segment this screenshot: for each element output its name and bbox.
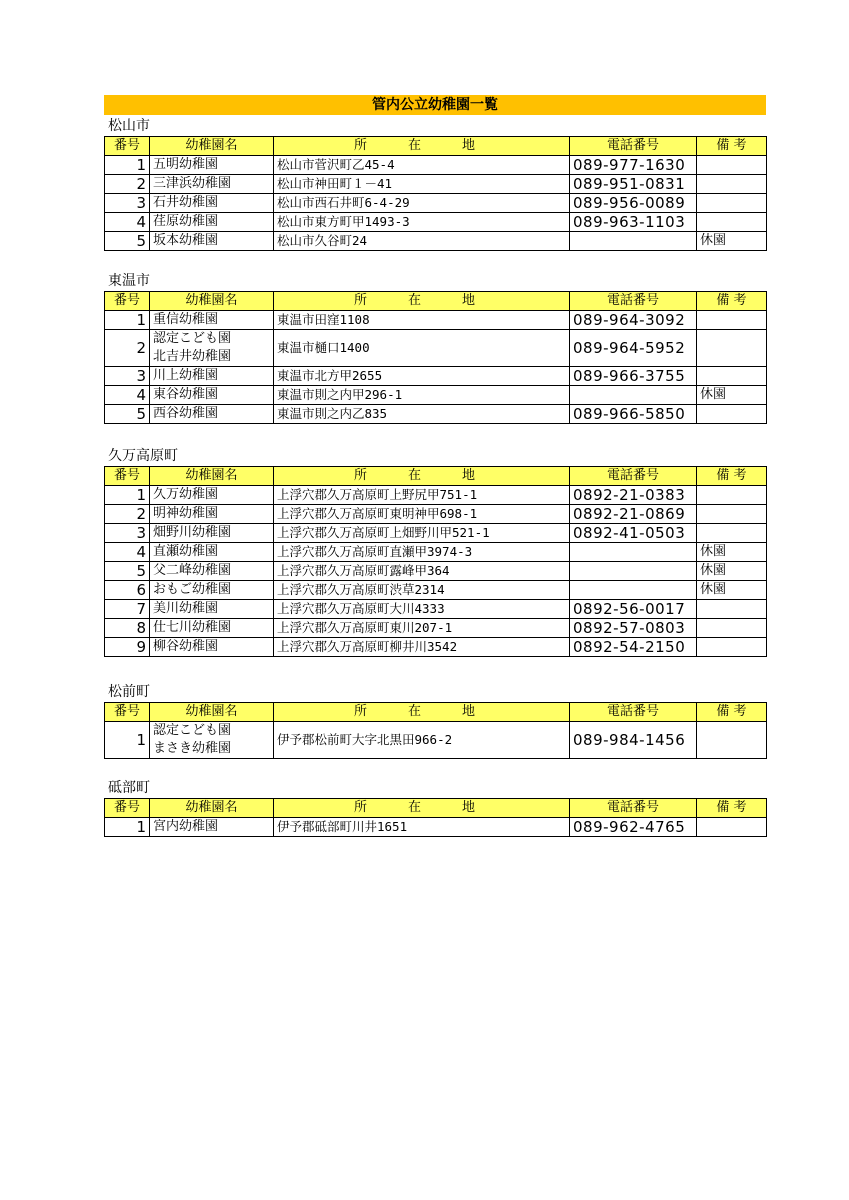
- tel-cell: 0892-21-0383: [570, 486, 697, 505]
- note-cell: 休園: [697, 386, 767, 405]
- row-number: 2: [105, 330, 150, 367]
- row-number: 1: [105, 156, 150, 175]
- table-row: [105, 562, 767, 581]
- address-cell: 上浮穴郡久万高原町直瀬甲3974-3: [274, 543, 570, 562]
- table-row: [105, 543, 767, 562]
- table-row: [105, 505, 767, 524]
- tel-cell: [570, 581, 697, 600]
- row-number: 3: [105, 524, 150, 543]
- name-line: 重信幼稚園: [153, 312, 219, 327]
- name-line: 宮内幼稚園: [153, 819, 219, 834]
- tel-cell: [570, 232, 697, 251]
- address-cell: 上浮穴郡久万高原町露峰甲364: [274, 562, 570, 581]
- note-cell: [697, 524, 767, 543]
- header-number: 番号: [105, 703, 150, 722]
- table-row: [105, 386, 767, 405]
- name-line: 三津浜幼稚園: [153, 176, 232, 191]
- row-number: 4: [105, 543, 150, 562]
- note-cell: [697, 311, 767, 330]
- address-cell: 上浮穴郡久万高原町上畑野川甲521-1: [274, 524, 570, 543]
- kindergarten-name: [150, 486, 274, 505]
- kindergarten-name: [150, 722, 274, 759]
- note-cell: [697, 619, 767, 638]
- note-cell: [697, 156, 767, 175]
- address-cell: 東温市田窪1108: [274, 311, 570, 330]
- table-row: [105, 213, 767, 232]
- table-row: [105, 367, 767, 386]
- row-number: 3: [105, 367, 150, 386]
- note-cell: [697, 638, 767, 657]
- table-row: [105, 175, 767, 194]
- name-line: 認定こども園: [153, 331, 232, 346]
- name-line: 仕七川幼稚園: [153, 620, 232, 635]
- name-line: 明神幼稚園: [153, 506, 219, 521]
- tel-cell: 089-964-5952: [570, 330, 697, 367]
- header-row: [105, 137, 767, 156]
- header-number: 番号: [105, 137, 150, 156]
- header-row: [105, 467, 767, 486]
- note-cell: [697, 722, 767, 759]
- header-note: 備 考: [697, 703, 767, 722]
- row-number: 4: [105, 386, 150, 405]
- section-title: 東温市: [108, 273, 150, 289]
- header-tel: 電話番号: [570, 467, 697, 486]
- name-line: 畑野川幼稚園: [153, 525, 232, 540]
- name-line: 久万幼稚園: [153, 487, 219, 502]
- address-cell: 上浮穴郡久万高原町大川4333: [274, 600, 570, 619]
- tel-cell: 089-963-1103: [570, 213, 697, 232]
- kindergarten-name: [150, 581, 274, 600]
- note-cell: [697, 367, 767, 386]
- kindergarten-name: [150, 175, 274, 194]
- header-tel: 電話番号: [570, 292, 697, 311]
- name-line: 荏原幼稚園: [153, 214, 219, 229]
- kindergarten-name: [150, 600, 274, 619]
- tel-cell: 089-956-0089: [570, 194, 697, 213]
- name-line: 認定こども園: [153, 723, 232, 738]
- table-row: [105, 524, 767, 543]
- kindergarten-name: [150, 562, 274, 581]
- address-cell: 上浮穴郡久万高原町東川207-1: [274, 619, 570, 638]
- address-cell: 松山市久谷町24: [274, 232, 570, 251]
- address-cell: 東温市則之内甲296-1: [274, 386, 570, 405]
- note-cell: 休園: [697, 562, 767, 581]
- tel-cell: 089-951-0831: [570, 175, 697, 194]
- address-cell: 東温市則之内乙835: [274, 405, 570, 424]
- address-cell: 上浮穴郡久万高原町柳井川3542: [274, 638, 570, 657]
- header-address: 所 在 地: [274, 292, 570, 311]
- note-cell: [697, 213, 767, 232]
- header-note: 備 考: [697, 292, 767, 311]
- header-note: 備 考: [697, 799, 767, 818]
- name-line: まさき幼稚園: [153, 741, 232, 756]
- header-row: [105, 703, 767, 722]
- row-number: 7: [105, 600, 150, 619]
- address-cell: 松山市西石井町6-4-29: [274, 194, 570, 213]
- note-cell: [697, 405, 767, 424]
- name-line: 川上幼稚園: [153, 368, 219, 383]
- table-row: [105, 156, 767, 175]
- address-cell: 上浮穴郡久万高原町東明神甲698-1: [274, 505, 570, 524]
- section-toon: [104, 272, 766, 424]
- row-number: 5: [105, 562, 150, 581]
- note-cell: 休園: [697, 232, 767, 251]
- header-name: 幼稚園名: [150, 467, 274, 486]
- kindergarten-name: [150, 386, 274, 405]
- kindergarten-table: [104, 702, 767, 759]
- name-line: おもご幼稚園: [153, 582, 232, 597]
- section-title: 松山市: [108, 118, 150, 134]
- header-address: 所 在 地: [274, 137, 570, 156]
- name-line: 五明幼稚園: [153, 157, 219, 172]
- header-tel: 電話番号: [570, 137, 697, 156]
- row-number: 5: [105, 405, 150, 424]
- kindergarten-name: [150, 818, 274, 837]
- row-number: 1: [105, 818, 150, 837]
- tel-cell: [570, 562, 697, 581]
- row-number: 9: [105, 638, 150, 657]
- header-number: 番号: [105, 292, 150, 311]
- address-cell: 松山市神田町１－41: [274, 175, 570, 194]
- header-name: 幼稚園名: [150, 799, 274, 818]
- section-tobe: [104, 779, 766, 837]
- row-number: 2: [105, 175, 150, 194]
- name-line: 東谷幼稚園: [153, 387, 219, 402]
- kindergarten-name: [150, 213, 274, 232]
- kindergarten-table: [104, 466, 767, 657]
- header-name: 幼稚園名: [150, 137, 274, 156]
- address-cell: 上浮穴郡久万高原町上野尻甲751-1: [274, 486, 570, 505]
- kindergarten-name: [150, 619, 274, 638]
- row-number: 8: [105, 619, 150, 638]
- row-number: 3: [105, 194, 150, 213]
- tel-cell: 0892-57-0803: [570, 619, 697, 638]
- kindergarten-name: [150, 194, 274, 213]
- table-row: [105, 311, 767, 330]
- tel-cell: 089-966-5850: [570, 405, 697, 424]
- note-cell: [697, 818, 767, 837]
- table-row: [105, 722, 767, 759]
- row-number: 1: [105, 722, 150, 759]
- row-number: 1: [105, 311, 150, 330]
- tel-cell: 0892-41-0503: [570, 524, 697, 543]
- table-row: [105, 638, 767, 657]
- tel-cell: 0892-56-0017: [570, 600, 697, 619]
- note-cell: [697, 330, 767, 367]
- table-row: [105, 818, 767, 837]
- kindergarten-table: [104, 291, 767, 424]
- tel-cell: 089-962-4765: [570, 818, 697, 837]
- note-cell: [697, 194, 767, 213]
- tel-cell: 089-966-3755: [570, 367, 697, 386]
- kindergarten-name: [150, 638, 274, 657]
- tel-cell: [570, 386, 697, 405]
- header-row: [105, 292, 767, 311]
- address-cell: 伊予郡砥部町川井1651: [274, 818, 570, 837]
- name-line: 直瀬幼稚園: [153, 544, 219, 559]
- header-name: 幼稚園名: [150, 292, 274, 311]
- kindergarten-name: [150, 156, 274, 175]
- section-kumakogen: [104, 447, 766, 657]
- name-line: 北吉井幼稚園: [153, 349, 232, 364]
- kindergarten-name: [150, 330, 274, 367]
- tel-cell: 0892-54-2150: [570, 638, 697, 657]
- header-tel: 電話番号: [570, 799, 697, 818]
- header-number: 番号: [105, 799, 150, 818]
- table-row: [105, 600, 767, 619]
- table-row: [105, 194, 767, 213]
- name-line: 西谷幼稚園: [153, 406, 219, 421]
- address-cell: 東温市樋口1400: [274, 330, 570, 367]
- note-cell: [697, 175, 767, 194]
- kindergarten-name: [150, 543, 274, 562]
- table-row: [105, 232, 767, 251]
- address-cell: 伊予郡松前町大字北黒田966-2: [274, 722, 570, 759]
- kindergarten-name: [150, 311, 274, 330]
- kindergarten-name: [150, 405, 274, 424]
- section-masaki: [104, 683, 766, 759]
- tel-cell: 089-964-3092: [570, 311, 697, 330]
- row-number: 4: [105, 213, 150, 232]
- kindergarten-name: [150, 524, 274, 543]
- header-note: 備 考: [697, 467, 767, 486]
- header-address: 所 在 地: [274, 703, 570, 722]
- tel-cell: 089-977-1630: [570, 156, 697, 175]
- note-cell: [697, 486, 767, 505]
- note-cell: [697, 505, 767, 524]
- header-address: 所 在 地: [274, 467, 570, 486]
- header-number: 番号: [105, 467, 150, 486]
- note-cell: 休園: [697, 543, 767, 562]
- header-row: [105, 799, 767, 818]
- section-title: 松前町: [108, 684, 150, 700]
- name-line: 父二峰幼稚園: [153, 563, 232, 578]
- tel-cell: [570, 543, 697, 562]
- header-tel: 電話番号: [570, 703, 697, 722]
- address-cell: 松山市東方町甲1493-3: [274, 213, 570, 232]
- kindergarten-table: [104, 136, 767, 251]
- tel-cell: 089-984-1456: [570, 722, 697, 759]
- table-row: [105, 619, 767, 638]
- address-cell: 松山市菅沢町乙45-4: [274, 156, 570, 175]
- page-title: 管内公立幼稚園一覧: [104, 95, 766, 115]
- header-note: 備 考: [697, 137, 767, 156]
- row-number: 2: [105, 505, 150, 524]
- name-line: 美川幼稚園: [153, 601, 219, 616]
- section-title: 久万高原町: [108, 448, 178, 464]
- note-cell: [697, 600, 767, 619]
- row-number: 1: [105, 486, 150, 505]
- header-name: 幼稚園名: [150, 703, 274, 722]
- kindergarten-name: [150, 232, 274, 251]
- name-line: 坂本幼稚園: [153, 233, 219, 248]
- kindergarten-name: [150, 367, 274, 386]
- note-cell: 休園: [697, 581, 767, 600]
- name-line: 石井幼稚園: [153, 195, 219, 210]
- address-cell: 東温市北方甲2655: [274, 367, 570, 386]
- header-address: 所 在 地: [274, 799, 570, 818]
- section-title: 砥部町: [108, 780, 150, 796]
- row-number: 6: [105, 581, 150, 600]
- kindergarten-name: [150, 505, 274, 524]
- kindergarten-table: [104, 798, 767, 837]
- name-line: 柳谷幼稚園: [153, 639, 219, 654]
- table-row: [105, 330, 767, 367]
- section-matsuyama: [104, 117, 766, 251]
- address-cell: 上浮穴郡久万高原町渋草2314: [274, 581, 570, 600]
- table-row: [105, 486, 767, 505]
- table-row: [105, 405, 767, 424]
- tel-cell: 0892-21-0869: [570, 505, 697, 524]
- table-row: [105, 581, 767, 600]
- row-number: 5: [105, 232, 150, 251]
